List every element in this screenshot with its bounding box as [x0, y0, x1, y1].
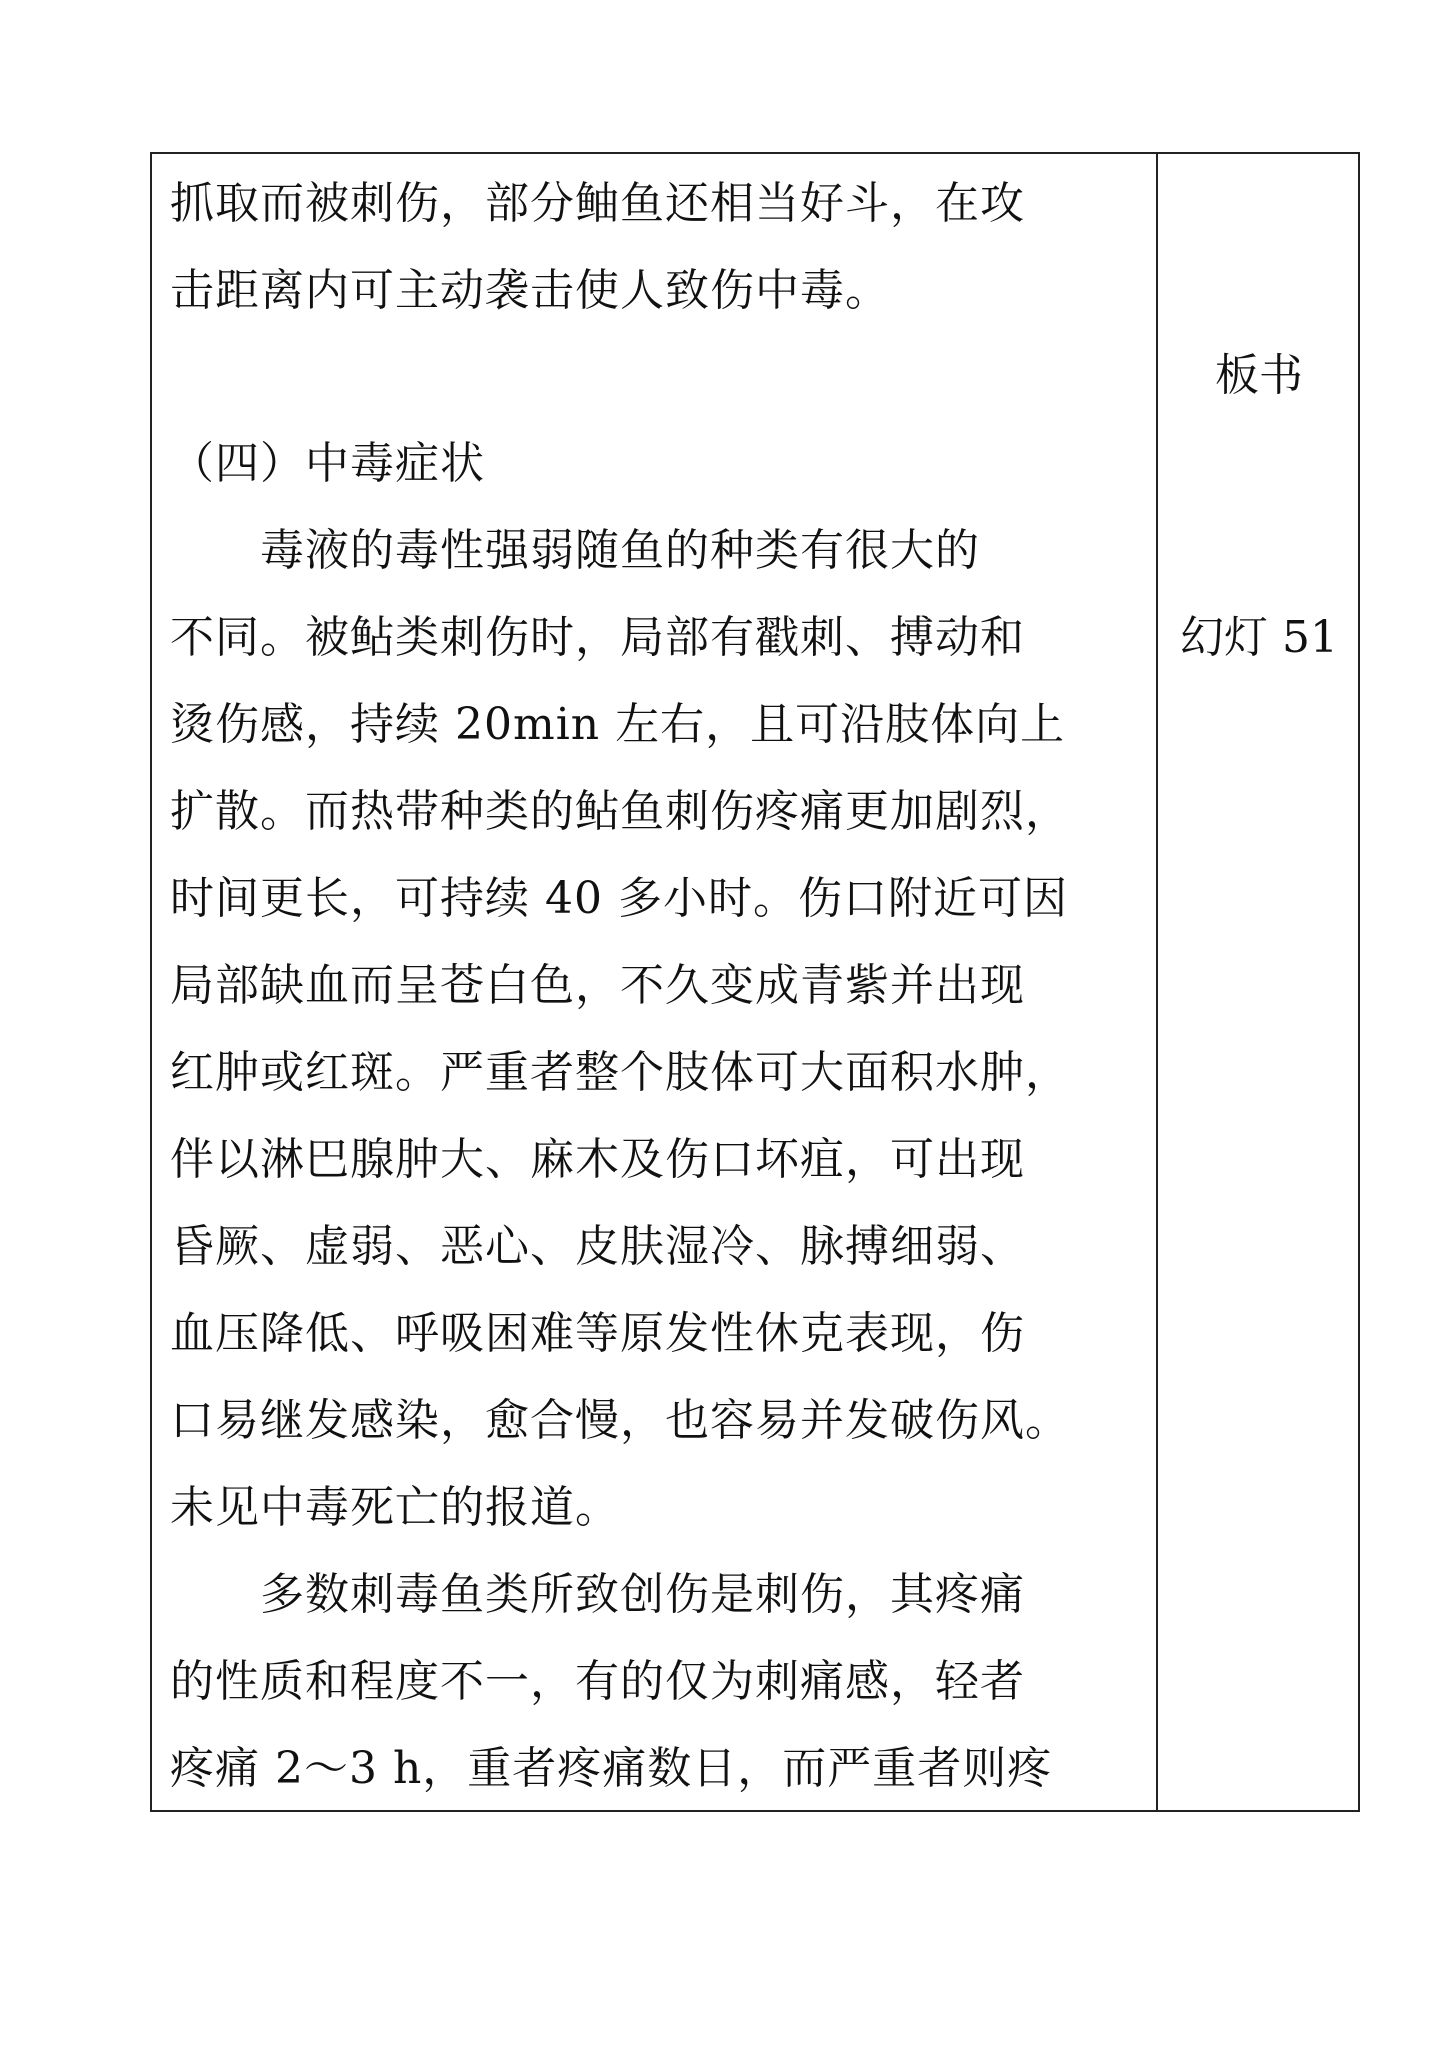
text-line: 局部缺血而呈苍白色，不久变成青紫并出现	[170, 960, 1025, 1011]
text-line: 伴以淋巴腺肿大、麻木及伤口坏疽，可出现	[170, 1134, 1025, 1185]
text-line: 不同。被鲇类刺伤时，局部有戳刺、搏动和	[170, 612, 1025, 663]
text-line: 昏厥、虚弱、恶心、皮肤湿冷、脉搏细弱、	[170, 1221, 1025, 1272]
lesson-table	[150, 152, 1360, 1812]
board-note: 板书	[1215, 350, 1303, 401]
text-line: 血压降低、呼吸困难等原发性休克表现，伤	[170, 1308, 1025, 1359]
text-line: 扩散。而热带种类的鲇鱼刺伤疼痛更加剧烈，	[170, 786, 1070, 837]
text-line: 口易继发感染，愈合慢，也容易并发破伤风。	[170, 1395, 1070, 1446]
text-line: 毒液的毒性强弱随鱼的种类有很大的	[170, 525, 980, 576]
text-line: 抓取而被刺伤，部分鲉鱼还相当好斗，在攻	[170, 178, 1025, 229]
text-line: 击距离内可主动袭击使人致伤中毒。	[170, 265, 890, 316]
text-line: 烫伤感，持续 20min 左右，且可沿肢体向上	[170, 699, 1066, 750]
slide-note: 幻灯 51	[1180, 612, 1338, 663]
text-line: 未见中毒死亡的报道。	[170, 1482, 620, 1533]
text-line: 疼痛 2～3 h，重者疼痛数日，而严重者则疼	[170, 1743, 1053, 1794]
text-line: 多数刺毒鱼类所致创伤是刺伤，其疼痛	[170, 1569, 1025, 1620]
text-line: 的性质和程度不一，有的仅为刺痛感，轻者	[170, 1656, 1025, 1707]
section-heading: （四）中毒症状	[170, 438, 485, 489]
text-line: 时间更长，可持续 40 多小时。伤口附近可因	[170, 873, 1068, 924]
text-line: 红肿或红斑。严重者整个肢体可大面积水肿，	[170, 1047, 1070, 1098]
